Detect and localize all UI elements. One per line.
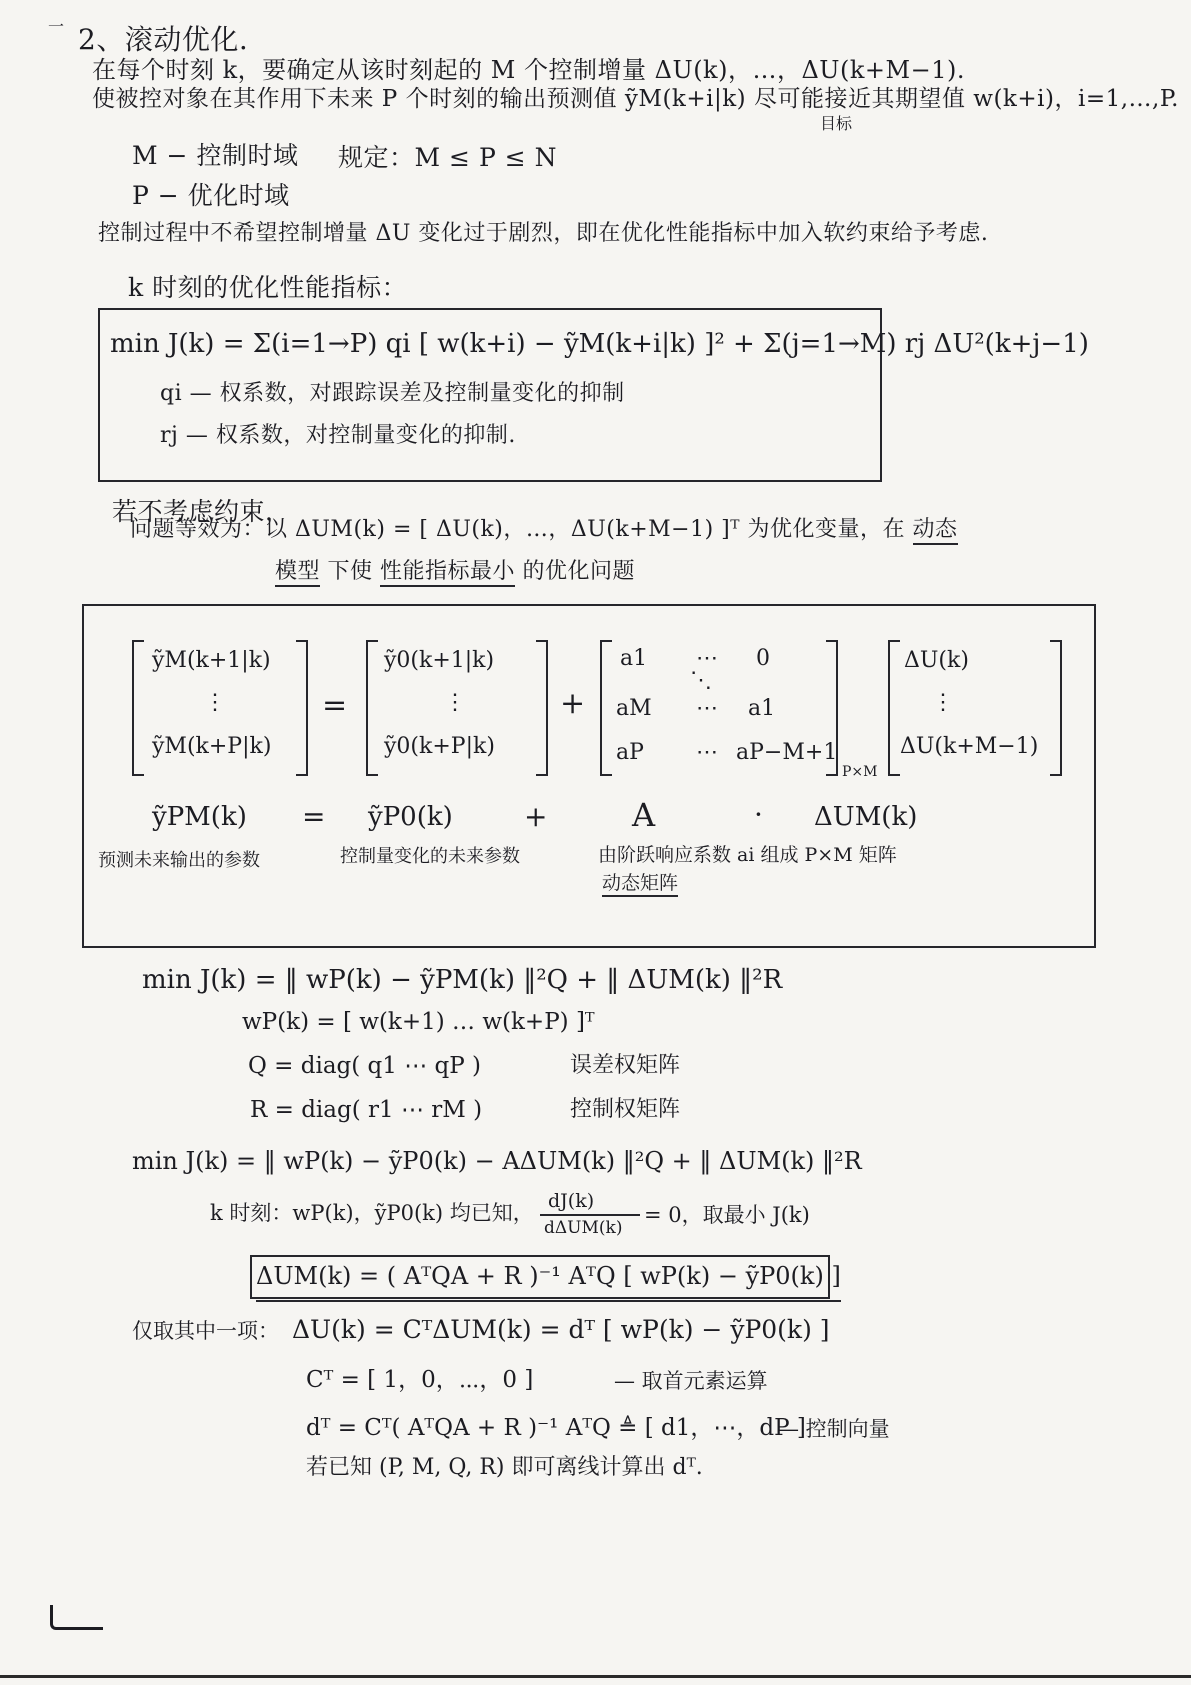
page-corner-mark: [50, 1605, 103, 1630]
a-diagonal-dots: ⋱: [690, 668, 712, 693]
derivative-denominator: dΔUM(k): [544, 1218, 623, 1238]
lhs-dots: ⋮: [204, 690, 226, 715]
intro-line-1: 在每个时刻 k，要确定从该时刻起的 M 个控制增量 ΔU(k)，…，ΔU(k+M−1).: [92, 56, 965, 84]
unconstrained-line-3: [275, 558, 635, 586]
performance-heading: k 时刻的优化性能指标：: [128, 273, 408, 302]
first-element-label: 仅取其中一项：: [132, 1319, 279, 1343]
compact-A: A: [632, 796, 656, 834]
matrix-equals: =: [322, 688, 348, 723]
unconstrained-line-2-text: 问题等效为：以 ΔUM(k) = [ ΔU(k)，…，ΔU(k+M−1) ]ᵀ 为优化变量，在: [130, 517, 905, 542]
a-r2-dots: ⋯: [696, 696, 718, 721]
known-at-k: k 时刻：wP(k)，ỹP0(k) 均已知，: [210, 1201, 534, 1225]
r-note: 控制权矩阵: [570, 1097, 681, 1122]
derivative-numerator: dJ(k): [548, 1190, 595, 1212]
first-element-equation: ΔU(k) = CᵀΔUM(k) = dᵀ [ wP(k) − ỹP0(k) ]: [292, 1315, 830, 1344]
solution-box-underline: [256, 1300, 841, 1302]
q-note: 误差权矩阵: [570, 1053, 681, 1078]
def-optimization-horizon: P − 优化时域: [132, 181, 290, 210]
wp-definition: wP(k) = [ w(k+1) … w(k+P) ]ᵀ: [242, 1009, 595, 1035]
du-bottom: ΔU(k+M−1): [900, 734, 1039, 759]
note-a-2: [602, 872, 678, 896]
free-bracket-left: [366, 640, 378, 776]
du-bracket-right: [1050, 640, 1062, 776]
soft-constraint-text: 控制过程中不希望控制增量 ΔU 变化过于剧烈，即在优化性能指标中加入软约束给予考虑.: [98, 221, 989, 246]
a-r1c1: a1: [620, 646, 648, 671]
compact-plus: +: [524, 800, 548, 833]
a-bracket-right: [826, 640, 838, 776]
solution-formula: ΔUM(k) = ( AᵀQA + R )⁻¹ AᵀQ [ wP(k) − ỹP0(k) ]: [256, 1262, 841, 1290]
def-control-horizon: M − 控制时域: [132, 141, 299, 170]
offline-note: 若已知 (P, M, Q, R) 即可离线计算出 dᵀ.: [306, 1455, 703, 1480]
unconstrained-line-3-suffix: 的优化问题: [522, 559, 636, 584]
cost-function-formula: min J(k) = Σ(i=1→P) qi [ w(k+i) − ỹM(k+i|k) ]² + Σ(j=1→M) rj ΔU²(k+j−1): [110, 329, 1089, 359]
note-ypm: 预测未来输出的参数: [98, 850, 260, 871]
prediction-model-box: [82, 604, 1096, 948]
compact-ypm: ỹPM(k): [152, 802, 247, 832]
q-weight-description: qi — 权系数，对跟踪误差及控制量变化的抑制: [160, 381, 625, 406]
free-response-dots: ⋮: [444, 690, 466, 715]
du-dots: ⋮: [932, 690, 954, 715]
cost-function-box: [98, 308, 1089, 482]
compact-equals: =: [302, 800, 326, 833]
page-bottom-edge: [0, 1675, 1191, 1678]
dt-definition: dᵀ = Cᵀ( AᵀQA + R )⁻¹ AᵀQ ≜ [ d1，⋯，dP ]: [306, 1415, 806, 1441]
min-j-norm: min J(k) = ‖ wP(k) − ỹPM(k) ‖²Q + ‖ ΔUM(k) ‖²R: [142, 965, 783, 995]
a-r1c3: 0: [756, 646, 770, 671]
r-weight-description: rj — 权系数，对控制量变化的抑制.: [160, 423, 516, 448]
fraction-bar: [540, 1214, 640, 1216]
horizon-rule: 规定：M ≤ P ≤ N: [338, 143, 557, 172]
derivative-rest: = 0，取最小 J(k): [644, 1203, 810, 1227]
a-bracket-left: [600, 640, 612, 776]
unconstrained-line-1: 若不考虑约束，: [112, 497, 291, 526]
unconstrained-line-2: [130, 516, 958, 544]
model-underlined: 模型: [275, 559, 320, 587]
ct-definition: Cᵀ = [ 1，0，⋯，0 ]: [306, 1367, 534, 1393]
lhs-bracket-left: [132, 640, 144, 776]
dynamic-matrix-underlined: 动态矩阵: [602, 872, 678, 897]
du-top: ΔU(k): [904, 648, 969, 673]
compact-dot: ·: [754, 798, 763, 831]
intro-line-2: 使被控对象在其作用下未来 P 个时刻的输出预测值 ỹM(k+i|k) 尽可能接近其期望值 w(k+i)，i=1,…,P.: [92, 86, 1179, 112]
compact-du: ΔUM(k): [814, 802, 918, 832]
dt-note: — 控制向量: [778, 1417, 890, 1441]
note-a-1: 由阶跃响应系数 ai 组成 P×M 矩阵: [598, 844, 897, 866]
lhs-top: ỹM(k+1|k): [152, 648, 271, 673]
a-r3-dots: ⋯: [696, 740, 718, 765]
compact-yp0: ỹP0(k): [368, 802, 453, 832]
a-r3c3: aP−M+1: [736, 740, 838, 765]
a-r3c1: aP: [616, 740, 644, 765]
page-mark: 一: [48, 17, 65, 36]
unconstrained-line-3-mid: 下使: [327, 559, 373, 584]
matrix-plus: +: [560, 686, 586, 721]
free-bracket-right: [536, 640, 548, 776]
r-definition: R = diag( r1 ⋯ rM ): [250, 1097, 483, 1123]
a-r2c1: aM: [616, 696, 652, 721]
a-r1-dots: ⋯: [696, 646, 718, 671]
du-bracket-left: [888, 640, 900, 776]
dynamic-underlined: 动态: [913, 517, 958, 545]
min-index-underlined: 性能指标最小: [380, 559, 515, 587]
free-response-top: ỹ0(k+1|k): [384, 648, 495, 673]
lhs-bracket-right: [296, 640, 308, 776]
a-r2c3: a1: [748, 696, 776, 721]
free-response-bottom: ỹ0(k+P|k): [384, 734, 495, 759]
a-size-subscript: P×M: [842, 764, 878, 780]
ct-note: — 取首元素运算: [614, 1369, 768, 1393]
solution-box: [250, 1255, 841, 1299]
lhs-bottom: ỹM(k+P|k): [152, 734, 272, 759]
intro-line-2-note: 目标: [820, 114, 853, 133]
min-j-expanded: min J(k) = ‖ wP(k) − ỹP0(k) − AΔUM(k) ‖²Q + ‖ ΔUM(k) ‖²R: [132, 1147, 862, 1175]
q-definition: Q = diag( q1 ⋯ qP ): [248, 1053, 482, 1079]
note-yp0: 控制量变化的未来参数: [340, 846, 520, 867]
section-title: 2、滚动优化.: [78, 23, 249, 56]
